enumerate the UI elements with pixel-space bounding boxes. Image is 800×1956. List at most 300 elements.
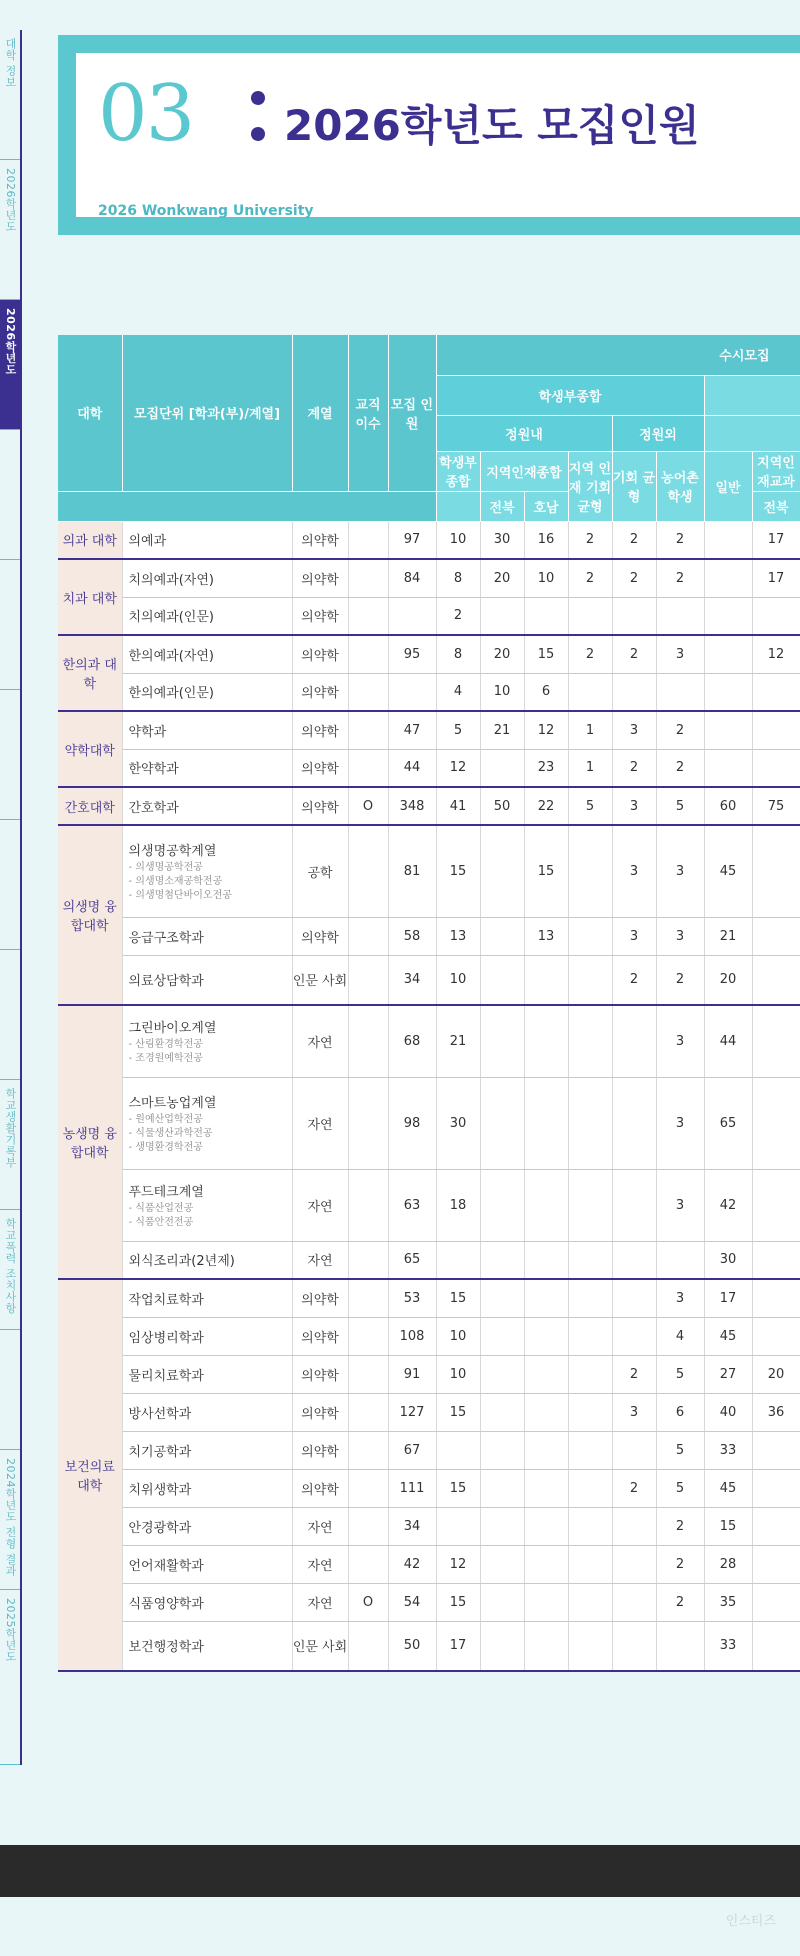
cell-quota: 53 <box>388 1279 436 1317</box>
cell-c3 <box>524 1077 568 1169</box>
cell-quota: 44 <box>388 749 436 787</box>
cell-teacher <box>348 1507 388 1545</box>
cell-c8 <box>752 711 800 749</box>
cell-c4 <box>568 1355 612 1393</box>
unit-name: 약학과 <box>128 724 167 740</box>
cell-c4 <box>568 917 612 955</box>
cell-c4 <box>568 955 612 1005</box>
cell-c1: 18 <box>436 1169 480 1241</box>
cell-c7 <box>704 673 752 711</box>
cell-c5 <box>612 1241 656 1279</box>
cell-teacher <box>348 635 388 673</box>
major-name: - 생명환경학전공 <box>128 1141 203 1153</box>
cell-quota <box>388 597 436 635</box>
cell-field: 자연 <box>292 1077 348 1169</box>
cell-c4 <box>568 1545 612 1583</box>
cell-c5 <box>612 1169 656 1241</box>
cell-c5: 2 <box>612 559 656 597</box>
table-row <box>58 825 800 917</box>
cell-c7 <box>704 559 752 597</box>
cell-c6 <box>656 1621 704 1671</box>
cell-teacher <box>348 1279 388 1317</box>
cell-field: 의약학 <box>292 1431 348 1469</box>
cell-c2 <box>480 1077 524 1169</box>
cell-field: 의약학 <box>292 559 348 597</box>
side-tab-label: 2024학년도 전형 결과 <box>4 1458 17 1577</box>
unit-cell <box>122 711 292 749</box>
cell-c2 <box>480 1469 524 1507</box>
unit-cell <box>122 559 292 597</box>
cell-field: 자연 <box>292 1169 348 1241</box>
cell-field: 의약학 <box>292 1469 348 1507</box>
table-row <box>58 711 800 749</box>
cell-c3: 12 <box>524 711 568 749</box>
cell-c2: 10 <box>480 673 524 711</box>
cell-c7: 44 <box>704 1005 752 1077</box>
cell-field: 의약학 <box>292 673 348 711</box>
cell-c3: 15 <box>524 825 568 917</box>
col-honam: 호남 <box>524 491 568 521</box>
table-row <box>58 1545 800 1583</box>
side-tab[interactable] <box>0 1210 20 1330</box>
unit-name: 의생명공학계열 <box>128 843 217 859</box>
unit-cell <box>122 597 292 635</box>
college-cell: 보건의료 대학 <box>58 1279 122 1671</box>
cell-c3: 16 <box>524 521 568 559</box>
cell-c1: 15 <box>436 1469 480 1507</box>
cell-c1: 2 <box>436 597 480 635</box>
cell-quota: 127 <box>388 1393 436 1431</box>
cell-quota: 91 <box>388 1355 436 1393</box>
cell-c1 <box>436 1507 480 1545</box>
college-cell: 의과 대학 <box>58 521 122 559</box>
table-row <box>58 955 800 1005</box>
cell-c2 <box>480 825 524 917</box>
cell-c7: 45 <box>704 1469 752 1507</box>
cell-quota: 95 <box>388 635 436 673</box>
cell-c5 <box>612 673 656 711</box>
col-out-quota: 정원외 <box>612 415 704 451</box>
side-tab[interactable] <box>0 1590 20 1765</box>
cell-quota: 50 <box>388 1621 436 1671</box>
section-header <box>58 35 800 235</box>
cell-c6: 4 <box>656 1317 704 1355</box>
side-tab[interactable] <box>0 950 20 1080</box>
unit-majors <box>129 1038 292 1066</box>
col-rural: 농어촌 학생 <box>656 451 704 521</box>
table-row <box>58 597 800 635</box>
cell-field: 의약학 <box>292 597 348 635</box>
major-name: - 식품안전전공 <box>128 1216 194 1228</box>
cell-c2 <box>480 1241 524 1279</box>
cell-c8 <box>752 1077 800 1169</box>
table-row <box>58 1279 800 1317</box>
college-cell: 한의과 대학 <box>58 635 122 711</box>
cell-teacher <box>348 749 388 787</box>
unit-name: 안경광학과 <box>128 1520 192 1536</box>
cell-teacher <box>348 521 388 559</box>
col-teacher: 교직 이수 <box>348 335 388 491</box>
cell-c7: 45 <box>704 825 752 917</box>
cell-c7: 33 <box>704 1621 752 1671</box>
cell-quota: 63 <box>388 1169 436 1241</box>
cell-c7 <box>704 711 752 749</box>
cell-c1: 10 <box>436 1355 480 1393</box>
cell-c1: 15 <box>436 825 480 917</box>
cell-field: 의약학 <box>292 787 348 825</box>
cell-c6: 2 <box>656 955 704 1005</box>
table-row <box>58 635 800 673</box>
cell-c4 <box>568 597 612 635</box>
unit-name: 응급구조학과 <box>128 930 204 946</box>
college-cell: 농생명 융합대학 <box>58 1005 122 1279</box>
cell-c6: 5 <box>656 1431 704 1469</box>
table-row <box>58 1583 800 1621</box>
major-name: - 식품산업전공 <box>128 1202 194 1214</box>
table-row <box>58 521 800 559</box>
unit-cell <box>122 1077 292 1169</box>
cell-c2 <box>480 1279 524 1317</box>
side-tab[interactable] <box>0 430 20 560</box>
cell-field: 자연 <box>292 1241 348 1279</box>
cell-teacher <box>348 1077 388 1169</box>
major-name: - 의생명공학전공 <box>128 861 203 873</box>
cell-c8 <box>752 1507 800 1545</box>
unit-majors <box>129 1113 292 1155</box>
side-tab[interactable] <box>0 300 20 430</box>
table-row <box>58 1241 800 1279</box>
unit-majors <box>129 1202 292 1230</box>
cell-c7: 28 <box>704 1545 752 1583</box>
cell-c8 <box>752 1241 800 1279</box>
unit-name: 한의예과(인문) <box>128 686 214 702</box>
cell-field: 자연 <box>292 1507 348 1545</box>
cell-c2 <box>480 597 524 635</box>
cell-quota <box>388 673 436 711</box>
cell-c2 <box>480 1583 524 1621</box>
unit-cell <box>122 1317 292 1355</box>
cell-teacher <box>348 1317 388 1355</box>
cell-c4: 5 <box>568 787 612 825</box>
cell-c1: 8 <box>436 635 480 673</box>
cell-c1: 4 <box>436 673 480 711</box>
cell-c6: 3 <box>656 825 704 917</box>
cell-c7: 60 <box>704 787 752 825</box>
side-tab-label: 2025학년도 <box>4 1598 17 1663</box>
cell-quota: 108 <box>388 1317 436 1355</box>
cell-c2 <box>480 1317 524 1355</box>
cell-c1: 30 <box>436 1077 480 1169</box>
col-general: 일반 <box>704 451 752 521</box>
table-row <box>58 1077 800 1169</box>
cell-c4 <box>568 1077 612 1169</box>
unit-cell <box>122 673 292 711</box>
cell-c8 <box>752 1169 800 1241</box>
cell-c7: 40 <box>704 1393 752 1431</box>
cell-field: 의약학 <box>292 1355 348 1393</box>
side-tab[interactable] <box>0 560 20 690</box>
cell-field: 인문 사회 <box>292 955 348 1005</box>
col-hsb: 학생부종합 <box>436 375 704 415</box>
col-regional2: 지역인재교과 <box>752 451 800 491</box>
col-hsb-general: 학생부 종합 <box>436 451 480 491</box>
table-row <box>58 1005 800 1077</box>
cell-c7: 65 <box>704 1077 752 1169</box>
unit-cell <box>122 1241 292 1279</box>
cell-teacher <box>348 1005 388 1077</box>
cell-teacher: O <box>348 787 388 825</box>
cell-c1 <box>436 1241 480 1279</box>
unit-name: 치의예과(인문) <box>128 610 214 626</box>
cell-c2: 30 <box>480 521 524 559</box>
cell-c3 <box>524 1431 568 1469</box>
cell-c5: 3 <box>612 711 656 749</box>
cell-c1: 12 <box>436 1545 480 1583</box>
cell-c3 <box>524 1621 568 1671</box>
unit-name: 작업치료학과 <box>128 1292 204 1308</box>
cell-c1 <box>436 1431 480 1469</box>
cell-quota: 111 <box>388 1469 436 1507</box>
cell-field: 공학 <box>292 825 348 917</box>
cell-c8 <box>752 917 800 955</box>
cell-field: 의약학 <box>292 1393 348 1431</box>
unit-name: 임상병리학과 <box>128 1330 204 1346</box>
cell-c7 <box>704 597 752 635</box>
cell-c5: 3 <box>612 787 656 825</box>
cell-c8: 36 <box>752 1393 800 1431</box>
cell-teacher <box>348 1241 388 1279</box>
cell-teacher <box>348 825 388 917</box>
table-row <box>58 1431 800 1469</box>
cell-quota: 54 <box>388 1583 436 1621</box>
cell-c3 <box>524 1469 568 1507</box>
cell-c6 <box>656 673 704 711</box>
cell-field: 의약학 <box>292 1279 348 1317</box>
unit-cell <box>122 1393 292 1431</box>
cell-c6: 2 <box>656 1545 704 1583</box>
table-row <box>58 749 800 787</box>
cell-quota: 65 <box>388 1241 436 1279</box>
side-tab[interactable] <box>0 820 20 950</box>
unit-cell <box>122 1279 292 1317</box>
cell-c2 <box>480 749 524 787</box>
cell-c7: 42 <box>704 1169 752 1241</box>
cell-c3 <box>524 1545 568 1583</box>
cell-c2 <box>480 1005 524 1077</box>
unit-name: 의료상담학과 <box>128 974 204 990</box>
cell-field: 의약학 <box>292 749 348 787</box>
cell-c4 <box>568 1621 612 1671</box>
cell-c3 <box>524 1317 568 1355</box>
cell-c5 <box>612 1621 656 1671</box>
cell-teacher <box>348 1621 388 1671</box>
cell-c7: 45 <box>704 1317 752 1355</box>
cell-teacher: O <box>348 1583 388 1621</box>
side-tab[interactable] <box>0 1330 20 1450</box>
cell-c4: 2 <box>568 559 612 597</box>
cell-c6: 3 <box>656 1279 704 1317</box>
cell-c5: 3 <box>612 825 656 917</box>
cell-quota: 47 <box>388 711 436 749</box>
cell-quota: 67 <box>388 1431 436 1469</box>
cell-c8 <box>752 955 800 1005</box>
cell-teacher <box>348 1393 388 1431</box>
col-susi: 수시모집 <box>436 335 800 375</box>
unit-cell <box>122 1355 292 1393</box>
table-row <box>58 1317 800 1355</box>
cell-c1: 10 <box>436 1317 480 1355</box>
cell-c6: 2 <box>656 749 704 787</box>
cell-c2: 20 <box>480 559 524 597</box>
cell-field: 자연 <box>292 1005 348 1077</box>
cell-c3 <box>524 955 568 1005</box>
cell-c4 <box>568 1469 612 1507</box>
cell-c6: 2 <box>656 559 704 597</box>
cell-field: 의약학 <box>292 917 348 955</box>
cell-teacher <box>348 1355 388 1393</box>
cell-quota: 97 <box>388 521 436 559</box>
cell-c1: 10 <box>436 521 480 559</box>
table-row <box>58 1621 800 1671</box>
cell-field: 인문 사회 <box>292 1621 348 1671</box>
unit-name: 식품영양학과 <box>128 1596 204 1612</box>
unit-name: 푸드테크계열 <box>128 1184 204 1200</box>
unit-name: 간호학과 <box>128 800 179 816</box>
cell-field: 의약학 <box>292 521 348 559</box>
cell-c6: 3 <box>656 1005 704 1077</box>
cell-c1: 15 <box>436 1583 480 1621</box>
table-body <box>58 521 800 1671</box>
cell-quota: 81 <box>388 825 436 917</box>
unit-cell <box>122 1621 292 1671</box>
side-tab-label: 2026학년도 <box>4 308 17 376</box>
cell-c1: 8 <box>436 559 480 597</box>
cell-c7 <box>704 635 752 673</box>
unit-cell <box>122 1169 292 1241</box>
cell-c1: 21 <box>436 1005 480 1077</box>
unit-cell <box>122 1005 292 1077</box>
cell-c2 <box>480 955 524 1005</box>
cell-c2 <box>480 1545 524 1583</box>
cell-c4: 1 <box>568 711 612 749</box>
college-cell: 간호대학 <box>58 787 122 825</box>
cell-c5 <box>612 597 656 635</box>
col-unit: 모집단위 [학과(부)/계열] <box>122 335 292 491</box>
cell-c6: 3 <box>656 635 704 673</box>
cell-c6: 5 <box>656 787 704 825</box>
page-title: 2026학년도 모집인원 <box>284 101 700 150</box>
cell-teacher <box>348 1545 388 1583</box>
cell-c8: 75 <box>752 787 800 825</box>
col-in-quota: 정원내 <box>436 415 612 451</box>
unit-name: 보건행정학과 <box>128 1640 204 1656</box>
unit-name: 스마트농업계열 <box>128 1095 217 1111</box>
cell-c6: 3 <box>656 1077 704 1169</box>
cell-field: 의약학 <box>292 1317 348 1355</box>
cell-c1: 5 <box>436 711 480 749</box>
cell-c8 <box>752 1279 800 1317</box>
cell-quota: 68 <box>388 1005 436 1077</box>
cell-c2 <box>480 1393 524 1431</box>
cell-quota: 58 <box>388 917 436 955</box>
cell-c6: 5 <box>656 1469 704 1507</box>
bottom-bar <box>0 1845 800 1897</box>
cell-quota: 34 <box>388 1507 436 1545</box>
unit-cell <box>122 1507 292 1545</box>
table-row <box>58 917 800 955</box>
admissions-table-container[interactable] <box>58 335 800 1672</box>
cell-c5 <box>612 1507 656 1545</box>
unit-cell <box>122 521 292 559</box>
cell-teacher <box>348 711 388 749</box>
cell-c2: 21 <box>480 711 524 749</box>
cell-c8 <box>752 1621 800 1671</box>
side-tab[interactable] <box>0 1450 20 1590</box>
major-name: - 산림환경학전공 <box>128 1038 203 1050</box>
cell-c7: 15 <box>704 1507 752 1545</box>
unit-cell <box>122 917 292 955</box>
cell-c4 <box>568 673 612 711</box>
cell-c3 <box>524 1355 568 1393</box>
cell-quota: 348 <box>388 787 436 825</box>
cell-c6 <box>656 597 704 635</box>
cell-quota: 84 <box>388 559 436 597</box>
cell-c4 <box>568 1507 612 1545</box>
cell-c3: 6 <box>524 673 568 711</box>
side-tab[interactable] <box>0 160 20 300</box>
cell-c5 <box>612 1279 656 1317</box>
unit-cell <box>122 1469 292 1507</box>
cell-quota: 42 <box>388 1545 436 1583</box>
cell-c6: 2 <box>656 711 704 749</box>
side-tab-label: 학교폭력 조치사항 <box>4 1218 17 1314</box>
cell-c3 <box>524 1279 568 1317</box>
cell-c1: 12 <box>436 749 480 787</box>
cell-c5 <box>612 1005 656 1077</box>
col-quota: 모집 인원 <box>388 335 436 491</box>
col-jeonbuk: 전북 <box>480 491 524 521</box>
cell-c8 <box>752 1431 800 1469</box>
major-name: - 식물생산과학전공 <box>128 1127 213 1139</box>
cell-c3: 22 <box>524 787 568 825</box>
cell-field: 자연 <box>292 1545 348 1583</box>
side-tab[interactable] <box>0 30 20 160</box>
cell-c1: 15 <box>436 1393 480 1431</box>
cell-quota: 98 <box>388 1077 436 1169</box>
cell-c3 <box>524 1169 568 1241</box>
side-tab-label: 대학 정보 <box>4 38 17 88</box>
cell-teacher <box>348 597 388 635</box>
unit-name: 방사선학과 <box>128 1406 192 1422</box>
cell-c3 <box>524 1393 568 1431</box>
side-tab[interactable] <box>0 690 20 820</box>
section-header-card <box>76 53 800 217</box>
cell-c1: 13 <box>436 917 480 955</box>
cell-c7: 27 <box>704 1355 752 1393</box>
cell-c2 <box>480 1621 524 1671</box>
cell-c5: 3 <box>612 917 656 955</box>
cell-c3 <box>524 1507 568 1545</box>
unit-cell <box>122 787 292 825</box>
side-tab[interactable] <box>0 1080 20 1210</box>
cell-c3 <box>524 1583 568 1621</box>
cell-c3: 15 <box>524 635 568 673</box>
col-opportunity: 기회 균형 <box>612 451 656 521</box>
college-cell: 약학대학 <box>58 711 122 787</box>
unit-name: 외식조리과(2년제) <box>128 1254 235 1270</box>
unit-majors <box>129 861 292 903</box>
table-row <box>58 673 800 711</box>
